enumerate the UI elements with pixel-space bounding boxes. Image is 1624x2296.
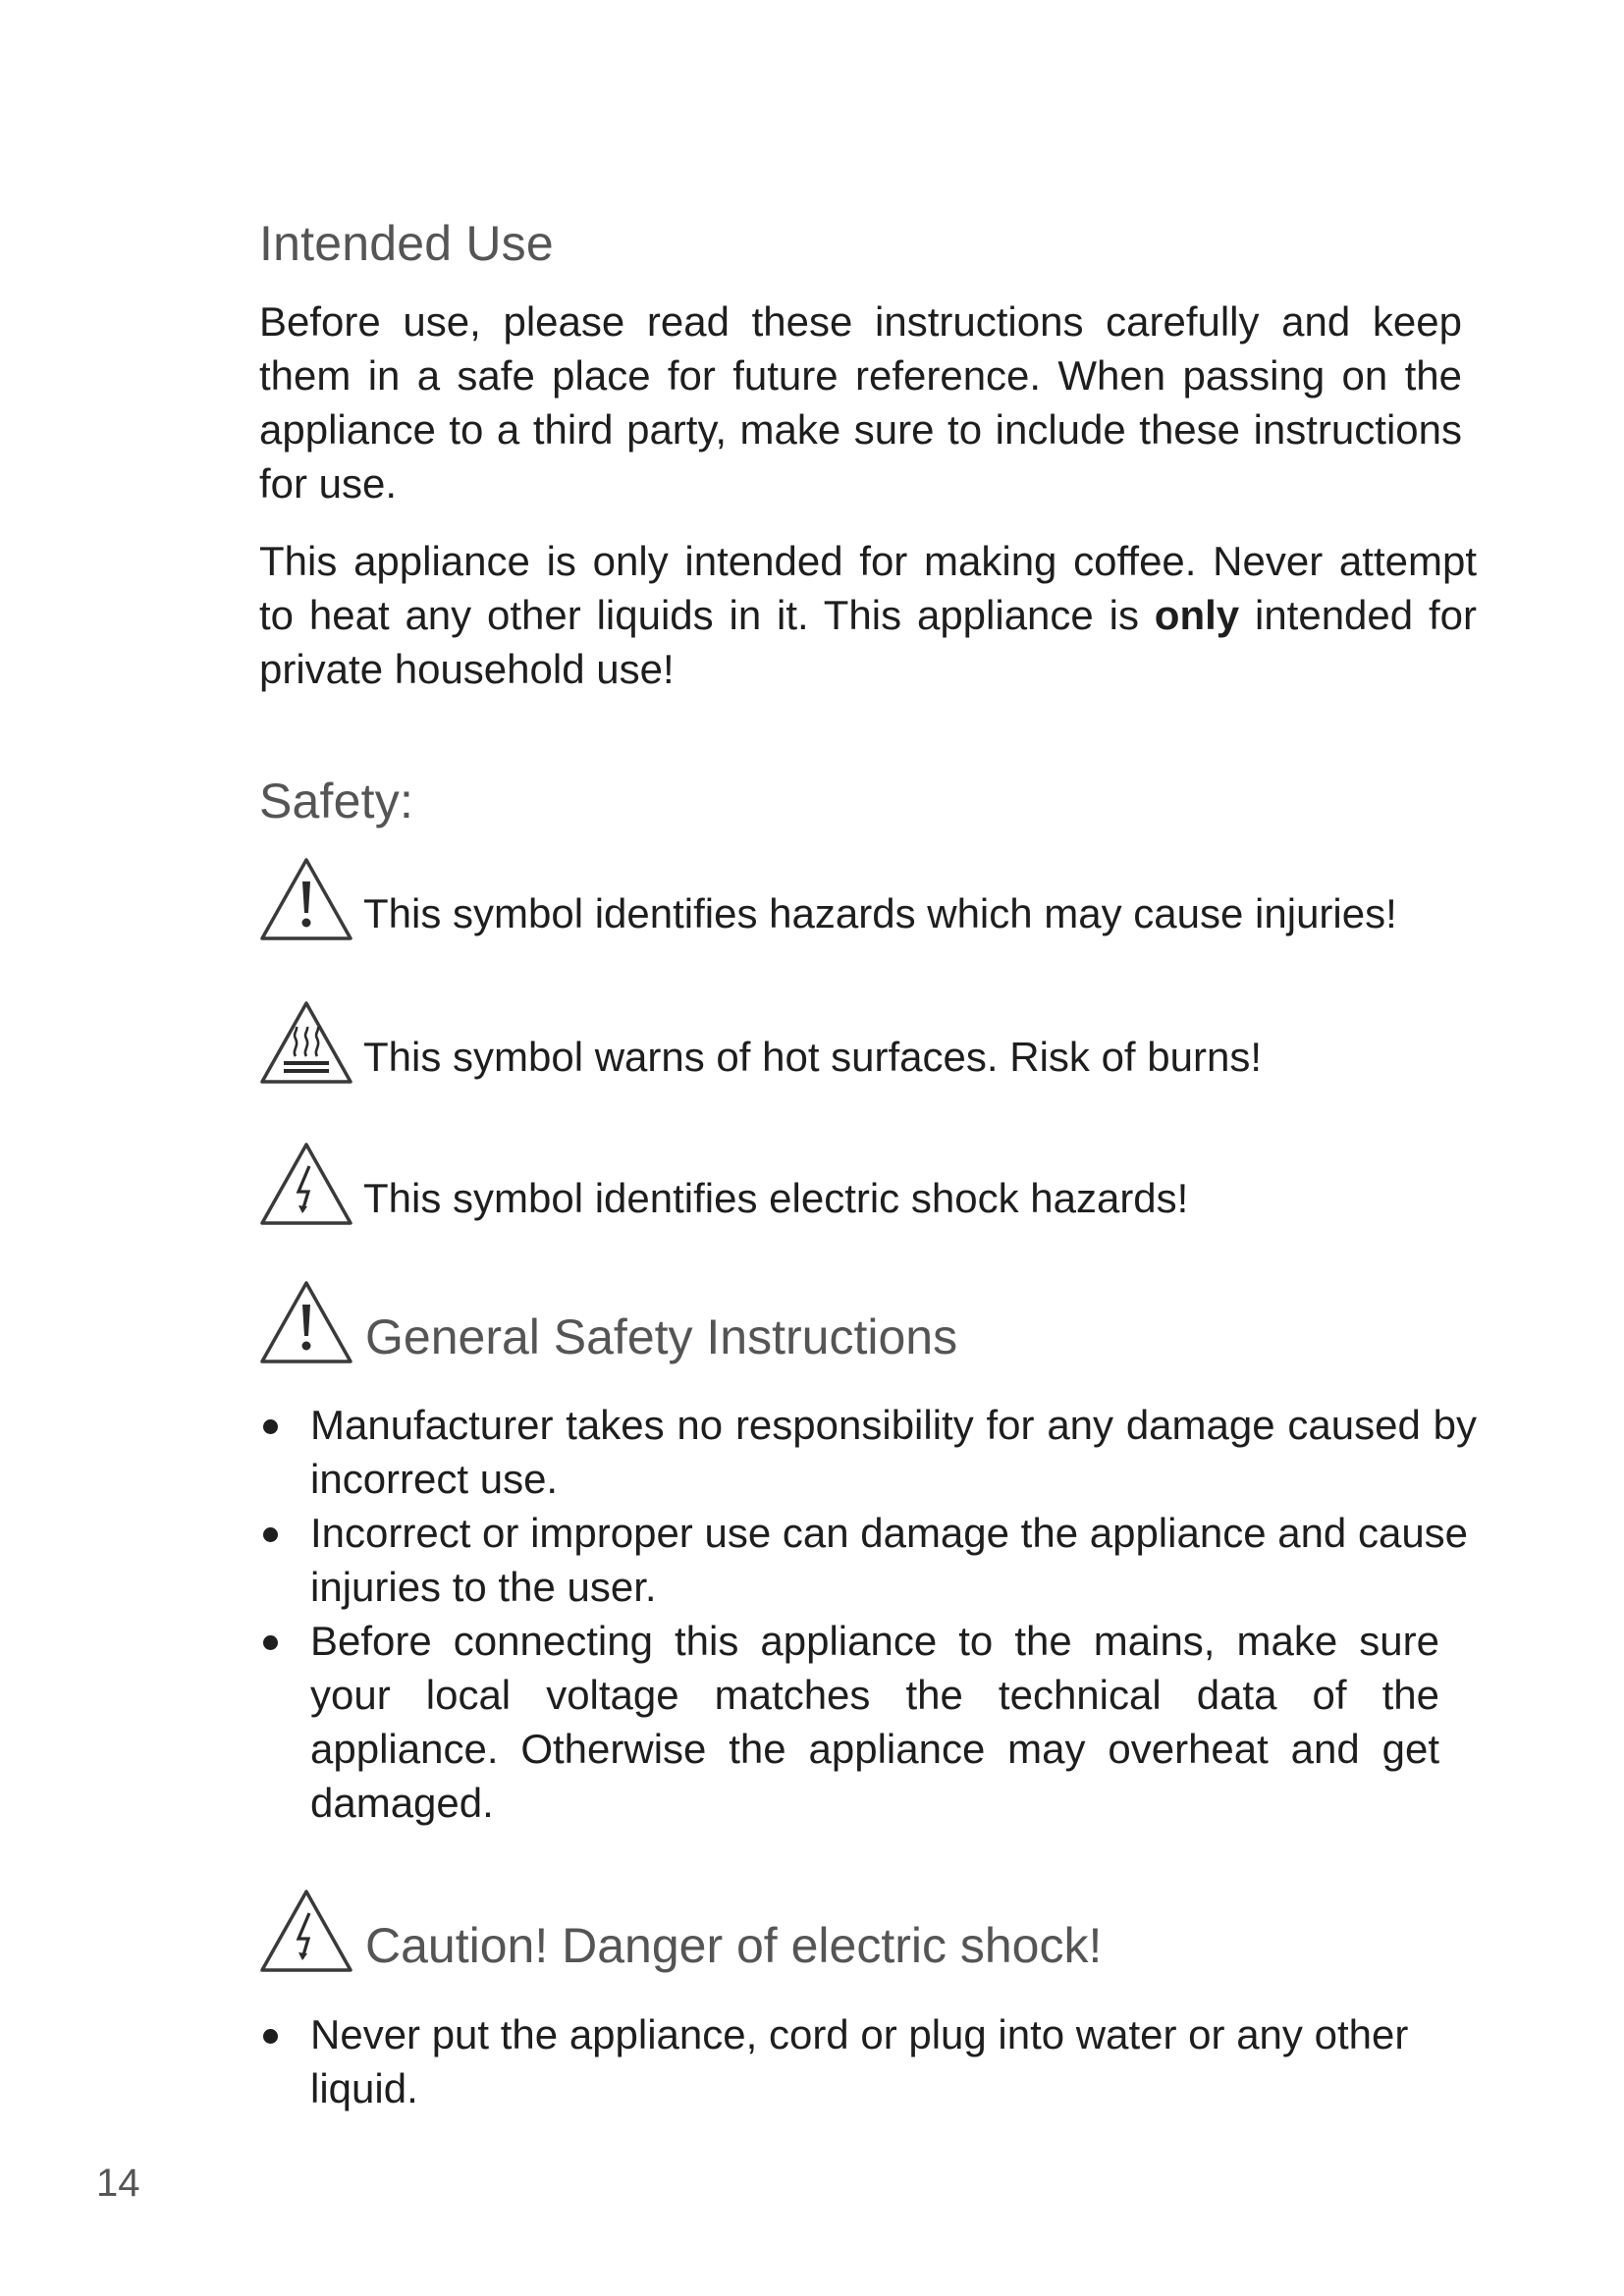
list-item-text: Manufacturer takes no responsibility for any damage caused by incorrect use. xyxy=(310,1402,1477,1502)
electric-shock-warning-icon xyxy=(259,1141,353,1227)
caution-shock-header xyxy=(259,1887,1102,1975)
intended-use-heading: Intended Use xyxy=(259,216,554,271)
hazard-row-hot-surface xyxy=(259,999,1262,1086)
exclamation-warning-icon xyxy=(259,1279,353,1365)
safety-section xyxy=(259,772,1477,830)
caution-shock-list xyxy=(259,2007,1477,2115)
hazard-row-electric xyxy=(259,1141,1188,1227)
list-item-text: Never put the appliance, cord or plug into water or any other liquid. xyxy=(310,2011,1409,2111)
hazard-text-injury: This symbol identifies hazards which may cause injuries! xyxy=(363,890,1397,936)
general-safety-header xyxy=(259,1278,957,1366)
electric-shock-warning-icon xyxy=(259,1888,353,1974)
hot-surface-warning-icon xyxy=(259,999,353,1086)
list-item-text: Before connecting this appliance to the mains, make sure your local voltage matches the technical data of the appliance. Otherwise the appliance may overheat and get damaged. xyxy=(310,1618,1439,1826)
list-item-text: Incorrect or improper use can damage the appliance and cause injuries to the user. xyxy=(310,1510,1469,1610)
general-safety-heading: General Safety Instructions xyxy=(365,1309,958,1364)
safety-heading: Safety: xyxy=(259,774,414,828)
hazard-text-hot-surface: This symbol warns of hot surfaces. Risk of burns! xyxy=(363,1034,1262,1080)
intended-use-section xyxy=(259,214,1477,696)
list-item xyxy=(259,2007,1477,2115)
intended-use-paragraph-2 xyxy=(259,534,1477,696)
bullet-dot xyxy=(263,2029,278,2044)
list-item xyxy=(259,1398,1477,1506)
hazard-row-injury xyxy=(259,856,1397,942)
hazard-text-electric: This symbol identifies electric shock hazards! xyxy=(363,1175,1189,1221)
caution-shock-heading: Caution! Danger of electric shock! xyxy=(365,1918,1103,1973)
bullet-dot xyxy=(263,1419,278,1434)
list-item xyxy=(259,1614,1477,1830)
para2-text-before: This appliance is only intended for making coffee. Never attempt to heat any other liquids in it. This appliance is xyxy=(259,538,1477,638)
intended-use-paragraph-1: Before use, please read these instructions carefully and keep them in a safe place for future reference. When passing on the appliance to a third party, make sure to include these instructions for use. xyxy=(259,298,1462,507)
para2-bold-only: only xyxy=(1154,592,1240,638)
general-safety-list xyxy=(259,1398,1477,1830)
exclamation-warning-icon xyxy=(259,856,353,942)
page-number: 14 xyxy=(96,2162,140,2205)
para2-text-after: intended for private household use! xyxy=(259,592,1477,692)
bullet-dot xyxy=(263,1635,278,1650)
bullet-dot xyxy=(263,1527,278,1542)
list-item xyxy=(259,1506,1477,1614)
